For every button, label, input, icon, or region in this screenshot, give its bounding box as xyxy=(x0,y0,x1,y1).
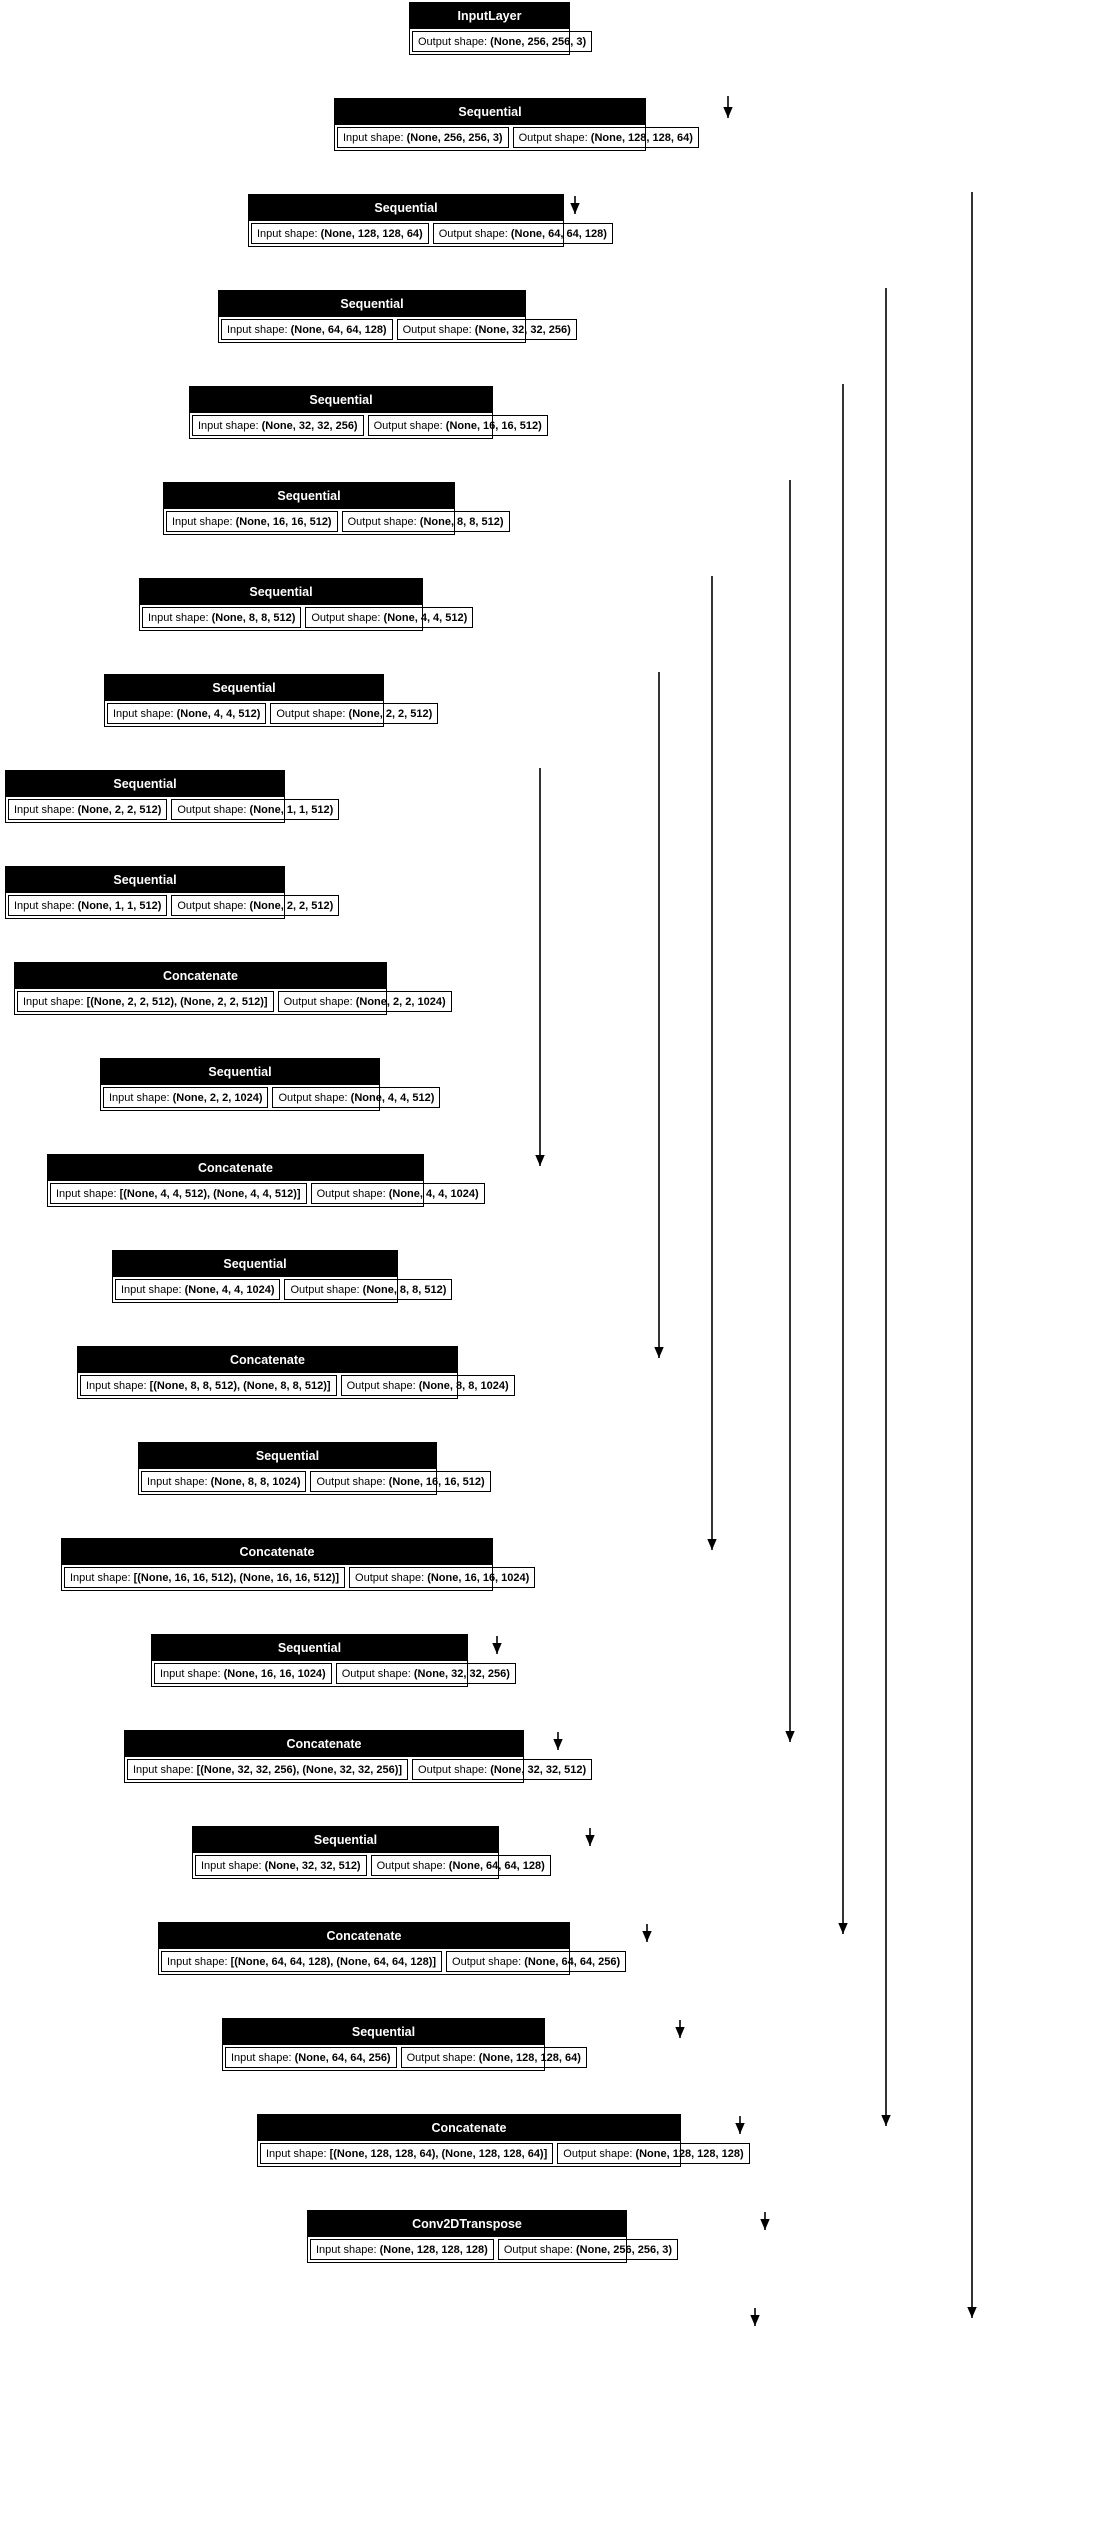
input-shape-value: (None, 128, 128, 128) xyxy=(379,2243,488,2256)
input-shape-value: [(None, 16, 16, 512), (None, 16, 16, 512)] xyxy=(133,1571,340,1584)
graph-node-sequential[interactable] xyxy=(139,578,468,631)
output-shape-value: (None, 4, 4, 512) xyxy=(383,611,468,624)
graph-node-sequential[interactable] xyxy=(189,386,542,439)
graph-node-sequential[interactable] xyxy=(334,98,693,151)
output-shape-value: (None, 128, 128, 64) xyxy=(478,2051,581,2064)
node-shape-row xyxy=(15,989,446,1014)
input-shape-label: Input shape: xyxy=(109,1091,173,1104)
output-shape-value: (None, 2, 2, 512) xyxy=(249,899,334,912)
node-output-shape xyxy=(397,319,577,340)
output-shape-label: Output shape: xyxy=(355,1571,428,1584)
node-title: Concatenate xyxy=(62,1539,492,1565)
node-shape-row xyxy=(410,29,587,54)
input-shape-label: Input shape: xyxy=(198,419,262,432)
input-shape-label: Input shape: xyxy=(316,2243,380,2256)
output-shape-label: Output shape: xyxy=(290,1283,363,1296)
node-shape-row xyxy=(219,317,571,342)
node-title: Conv2DTranspose xyxy=(308,2211,626,2237)
graph-node-concatenate[interactable] xyxy=(47,1154,479,1207)
node-input-shape xyxy=(141,1471,306,1492)
node-input-shape xyxy=(251,223,429,244)
output-shape-value: (None, 32, 32, 256) xyxy=(413,1667,510,1680)
output-shape-label: Output shape: xyxy=(452,1955,525,1968)
output-shape-value: (None, 8, 8, 1024) xyxy=(418,1379,509,1392)
node-input-shape xyxy=(337,127,509,148)
input-shape-value: (None, 64, 64, 256) xyxy=(294,2051,391,2064)
graph-node-conv2dtranspose[interactable] xyxy=(307,2210,673,2263)
node-title: Concatenate xyxy=(258,2115,680,2141)
node-output-shape xyxy=(342,511,510,532)
output-shape-value: (None, 256, 256, 3) xyxy=(490,35,587,48)
node-title: Sequential xyxy=(190,387,492,413)
node-shape-row xyxy=(335,125,693,150)
graph-node-sequential[interactable] xyxy=(5,770,334,823)
output-shape-value: (None, 16, 16, 512) xyxy=(445,419,542,432)
input-shape-label: Input shape: xyxy=(343,131,407,144)
node-shape-row xyxy=(62,1565,530,1590)
node-shape-row xyxy=(308,2237,673,2262)
graph-node-sequential[interactable] xyxy=(104,674,433,727)
input-shape-label: Input shape: xyxy=(86,1379,150,1392)
node-input-shape xyxy=(192,415,364,436)
output-shape-label: Output shape: xyxy=(402,323,475,336)
output-shape-value: (None, 1, 1, 512) xyxy=(249,803,334,816)
input-shape-label: Input shape: xyxy=(266,2147,330,2160)
node-shape-row xyxy=(6,797,334,822)
node-output-shape xyxy=(171,895,339,916)
node-output-shape xyxy=(336,1663,516,1684)
node-shape-row xyxy=(105,701,433,726)
node-shape-row xyxy=(193,1853,545,1878)
output-shape-value: (None, 4, 4, 1024) xyxy=(388,1187,479,1200)
input-shape-label: Input shape: xyxy=(14,899,78,912)
input-shape-value: (None, 32, 32, 256) xyxy=(261,419,358,432)
graph-node-sequential[interactable] xyxy=(218,290,571,343)
node-title: Sequential xyxy=(249,195,563,221)
node-input-shape xyxy=(17,991,274,1012)
node-output-shape xyxy=(272,1087,440,1108)
input-shape-value: (None, 64, 64, 128) xyxy=(290,323,387,336)
node-title: Sequential xyxy=(101,1059,379,1085)
node-title: InputLayer xyxy=(410,3,569,29)
node-input-shape xyxy=(50,1183,307,1204)
input-shape-label: Input shape: xyxy=(201,1859,265,1872)
input-shape-value: (None, 2, 2, 1024) xyxy=(172,1091,263,1104)
node-shape-row xyxy=(164,509,504,534)
output-shape-value: (None, 2, 2, 512) xyxy=(348,707,433,720)
input-shape-label: Input shape: xyxy=(113,707,177,720)
output-shape-label: Output shape: xyxy=(316,1475,389,1488)
input-shape-label: Input shape: xyxy=(227,323,291,336)
node-title: Sequential xyxy=(6,771,284,797)
input-shape-value: [(None, 2, 2, 512), (None, 2, 2, 512)] xyxy=(86,995,268,1008)
node-title: Concatenate xyxy=(159,1923,569,1949)
output-shape-label: Output shape: xyxy=(503,2243,577,2256)
node-title: Sequential xyxy=(335,99,645,125)
node-input-shape xyxy=(161,1951,442,1972)
node-output-shape xyxy=(270,703,438,724)
output-shape-label: Output shape: xyxy=(438,227,511,240)
graph-node-concatenate[interactable] xyxy=(61,1538,530,1591)
node-output-shape xyxy=(433,223,613,244)
input-shape-label: Input shape: xyxy=(121,1283,185,1296)
node-input-shape xyxy=(225,2047,397,2068)
graph-node-sequential[interactable] xyxy=(151,1634,510,1687)
graph-node-concatenate[interactable] xyxy=(158,1922,621,1975)
input-shape-label: Input shape: xyxy=(133,1763,197,1776)
input-shape-label: Input shape: xyxy=(257,227,321,240)
node-title: Sequential xyxy=(164,483,454,509)
input-shape-label: Input shape: xyxy=(167,1955,231,1968)
output-shape-label: Output shape: xyxy=(518,131,591,144)
input-shape-label: Input shape: xyxy=(148,611,212,624)
node-output-shape xyxy=(278,991,452,1012)
output-shape-value: (None, 32, 32, 256) xyxy=(474,323,571,336)
output-shape-label: Output shape: xyxy=(418,35,491,48)
graph-node-sequential[interactable] xyxy=(5,866,334,919)
node-title: Concatenate xyxy=(48,1155,423,1181)
node-input-shape xyxy=(64,1567,345,1588)
node-input-shape xyxy=(107,703,266,724)
node-input-shape xyxy=(127,1759,408,1780)
node-shape-row xyxy=(6,893,334,918)
output-shape-value: (None, 16, 16, 1024) xyxy=(427,1571,530,1584)
input-shape-value: (None, 16, 16, 1024) xyxy=(223,1667,326,1680)
node-output-shape xyxy=(171,799,339,820)
input-shape-value: (None, 16, 16, 512) xyxy=(235,515,332,528)
node-title: Sequential xyxy=(139,1443,436,1469)
node-output-shape xyxy=(412,1759,592,1780)
input-shape-value: (None, 8, 8, 512) xyxy=(211,611,296,624)
node-title: Sequential xyxy=(140,579,422,605)
node-output-shape xyxy=(284,1279,452,1300)
output-shape-value: (None, 64, 64, 128) xyxy=(510,227,607,240)
input-shape-label: Input shape: xyxy=(70,1571,134,1584)
output-shape-value: (None, 16, 16, 512) xyxy=(388,1475,485,1488)
node-input-shape xyxy=(8,799,167,820)
graph-node-sequential[interactable] xyxy=(112,1250,447,1303)
node-title: Sequential xyxy=(223,2019,544,2045)
graph-node-concatenate[interactable] xyxy=(257,2114,744,2167)
output-shape-label: Output shape: xyxy=(283,995,356,1008)
node-output-shape xyxy=(341,1375,515,1396)
node-shape-row xyxy=(125,1757,587,1782)
node-input-shape xyxy=(221,319,393,340)
graph-node-sequential[interactable] xyxy=(100,1058,435,1111)
input-shape-value: [(None, 128, 128, 64), (None, 128, 128, 64)] xyxy=(329,2147,548,2160)
output-shape-label: Output shape: xyxy=(563,2147,636,2160)
output-shape-value: (None, 4, 4, 512) xyxy=(350,1091,435,1104)
output-shape-value: (None, 64, 64, 128) xyxy=(448,1859,545,1872)
node-title: Sequential xyxy=(113,1251,397,1277)
node-input-shape xyxy=(115,1279,280,1300)
output-shape-value: (None, 8, 8, 512) xyxy=(362,1283,447,1296)
node-output-shape xyxy=(401,2047,587,2068)
output-shape-label: Output shape: xyxy=(418,1763,491,1776)
graph-node-sequential[interactable] xyxy=(222,2018,581,2071)
output-shape-label: Output shape: xyxy=(346,1379,419,1392)
input-shape-label: Input shape: xyxy=(23,995,87,1008)
node-title: Concatenate xyxy=(15,963,386,989)
graph-node-concatenate[interactable] xyxy=(77,1346,509,1399)
node-title: Concatenate xyxy=(78,1347,457,1373)
graph-node-inputlayer[interactable] xyxy=(409,2,587,55)
input-shape-label: Input shape: xyxy=(231,2051,295,2064)
input-shape-label: Input shape: xyxy=(56,1187,120,1200)
node-title: Sequential xyxy=(152,1635,467,1661)
node-output-shape xyxy=(412,31,592,52)
output-shape-value: (None, 128, 128, 64) xyxy=(590,131,693,144)
output-shape-value: (None, 256, 256, 3) xyxy=(576,2243,673,2256)
node-input-shape xyxy=(310,2239,494,2260)
output-shape-label: Output shape: xyxy=(341,1667,414,1680)
output-shape-label: Output shape: xyxy=(177,899,250,912)
graph-node-sequential[interactable] xyxy=(192,1826,545,1879)
output-shape-label: Output shape: xyxy=(376,1859,449,1872)
node-input-shape xyxy=(195,1855,367,1876)
node-shape-row xyxy=(140,605,468,630)
input-shape-value: (None, 4, 4, 512) xyxy=(176,707,261,720)
node-output-shape xyxy=(513,127,699,148)
input-shape-value: [(None, 64, 64, 128), (None, 64, 64, 128)] xyxy=(230,1955,437,1968)
node-input-shape xyxy=(80,1375,337,1396)
graph-node-concatenate[interactable] xyxy=(124,1730,587,1783)
node-output-shape xyxy=(368,415,548,436)
output-shape-value: (None, 8, 8, 512) xyxy=(419,515,504,528)
node-input-shape xyxy=(142,607,301,628)
node-shape-row xyxy=(139,1469,485,1494)
input-shape-label: Input shape: xyxy=(160,1667,224,1680)
node-input-shape xyxy=(154,1663,332,1684)
output-shape-label: Output shape: xyxy=(347,515,420,528)
node-output-shape xyxy=(305,607,473,628)
node-output-shape xyxy=(371,1855,551,1876)
node-input-shape xyxy=(166,511,338,532)
node-output-shape xyxy=(557,2143,749,2164)
output-shape-label: Output shape: xyxy=(278,1091,351,1104)
node-title: Sequential xyxy=(105,675,383,701)
node-shape-row xyxy=(48,1181,479,1206)
node-input-shape xyxy=(8,895,167,916)
output-shape-value: (None, 2, 2, 1024) xyxy=(355,995,446,1008)
output-shape-label: Output shape: xyxy=(406,2051,479,2064)
node-title: Sequential xyxy=(193,1827,498,1853)
input-shape-value: [(None, 8, 8, 512), (None, 8, 8, 512)] xyxy=(149,1379,331,1392)
node-output-shape xyxy=(446,1951,626,1972)
node-output-shape xyxy=(311,1183,485,1204)
node-input-shape xyxy=(260,2143,553,2164)
node-title: Sequential xyxy=(219,291,525,317)
input-shape-label: Input shape: xyxy=(147,1475,211,1488)
input-shape-label: Input shape: xyxy=(172,515,236,528)
input-shape-label: Input shape: xyxy=(14,803,78,816)
input-shape-value: (None, 128, 128, 64) xyxy=(320,227,423,240)
output-shape-label: Output shape: xyxy=(373,419,446,432)
graph-node-concatenate[interactable] xyxy=(14,962,446,1015)
node-shape-row xyxy=(258,2141,744,2166)
node-title: Concatenate xyxy=(125,1731,523,1757)
graph-node-sequential[interactable] xyxy=(163,482,504,535)
output-shape-label: Output shape: xyxy=(316,1187,389,1200)
output-shape-value: (None, 64, 64, 256) xyxy=(524,1955,621,1968)
node-title: Sequential xyxy=(6,867,284,893)
node-shape-row xyxy=(78,1373,509,1398)
output-shape-value: (None, 32, 32, 512) xyxy=(490,1763,587,1776)
output-shape-value: (None, 128, 128, 128) xyxy=(635,2147,744,2160)
output-shape-label: Output shape: xyxy=(311,611,384,624)
node-output-shape xyxy=(498,2239,678,2260)
node-shape-row xyxy=(190,413,542,438)
input-shape-value: (None, 8, 8, 1024) xyxy=(210,1475,301,1488)
input-shape-value: (None, 4, 4, 1024) xyxy=(184,1283,275,1296)
input-shape-value: [(None, 4, 4, 512), (None, 4, 4, 512)] xyxy=(119,1187,301,1200)
output-shape-label: Output shape: xyxy=(177,803,250,816)
input-shape-value: (None, 256, 256, 3) xyxy=(406,131,503,144)
input-shape-value: [(None, 32, 32, 256), (None, 32, 32, 256)] xyxy=(196,1763,403,1776)
output-shape-label: Output shape: xyxy=(276,707,349,720)
input-shape-value: (None, 1, 1, 512) xyxy=(77,899,162,912)
node-input-shape xyxy=(103,1087,268,1108)
node-output-shape xyxy=(310,1471,490,1492)
node-shape-row xyxy=(152,1661,510,1686)
node-shape-row xyxy=(159,1949,621,1974)
node-shape-row xyxy=(113,1277,447,1302)
graph-node-sequential[interactable] xyxy=(248,194,607,247)
input-shape-value: (None, 2, 2, 512) xyxy=(77,803,162,816)
node-shape-row xyxy=(223,2045,581,2070)
graph-node-sequential[interactable] xyxy=(138,1442,485,1495)
node-shape-row xyxy=(249,221,607,246)
node-shape-row xyxy=(101,1085,435,1110)
node-output-shape xyxy=(349,1567,535,1588)
input-shape-value: (None, 32, 32, 512) xyxy=(264,1859,361,1872)
